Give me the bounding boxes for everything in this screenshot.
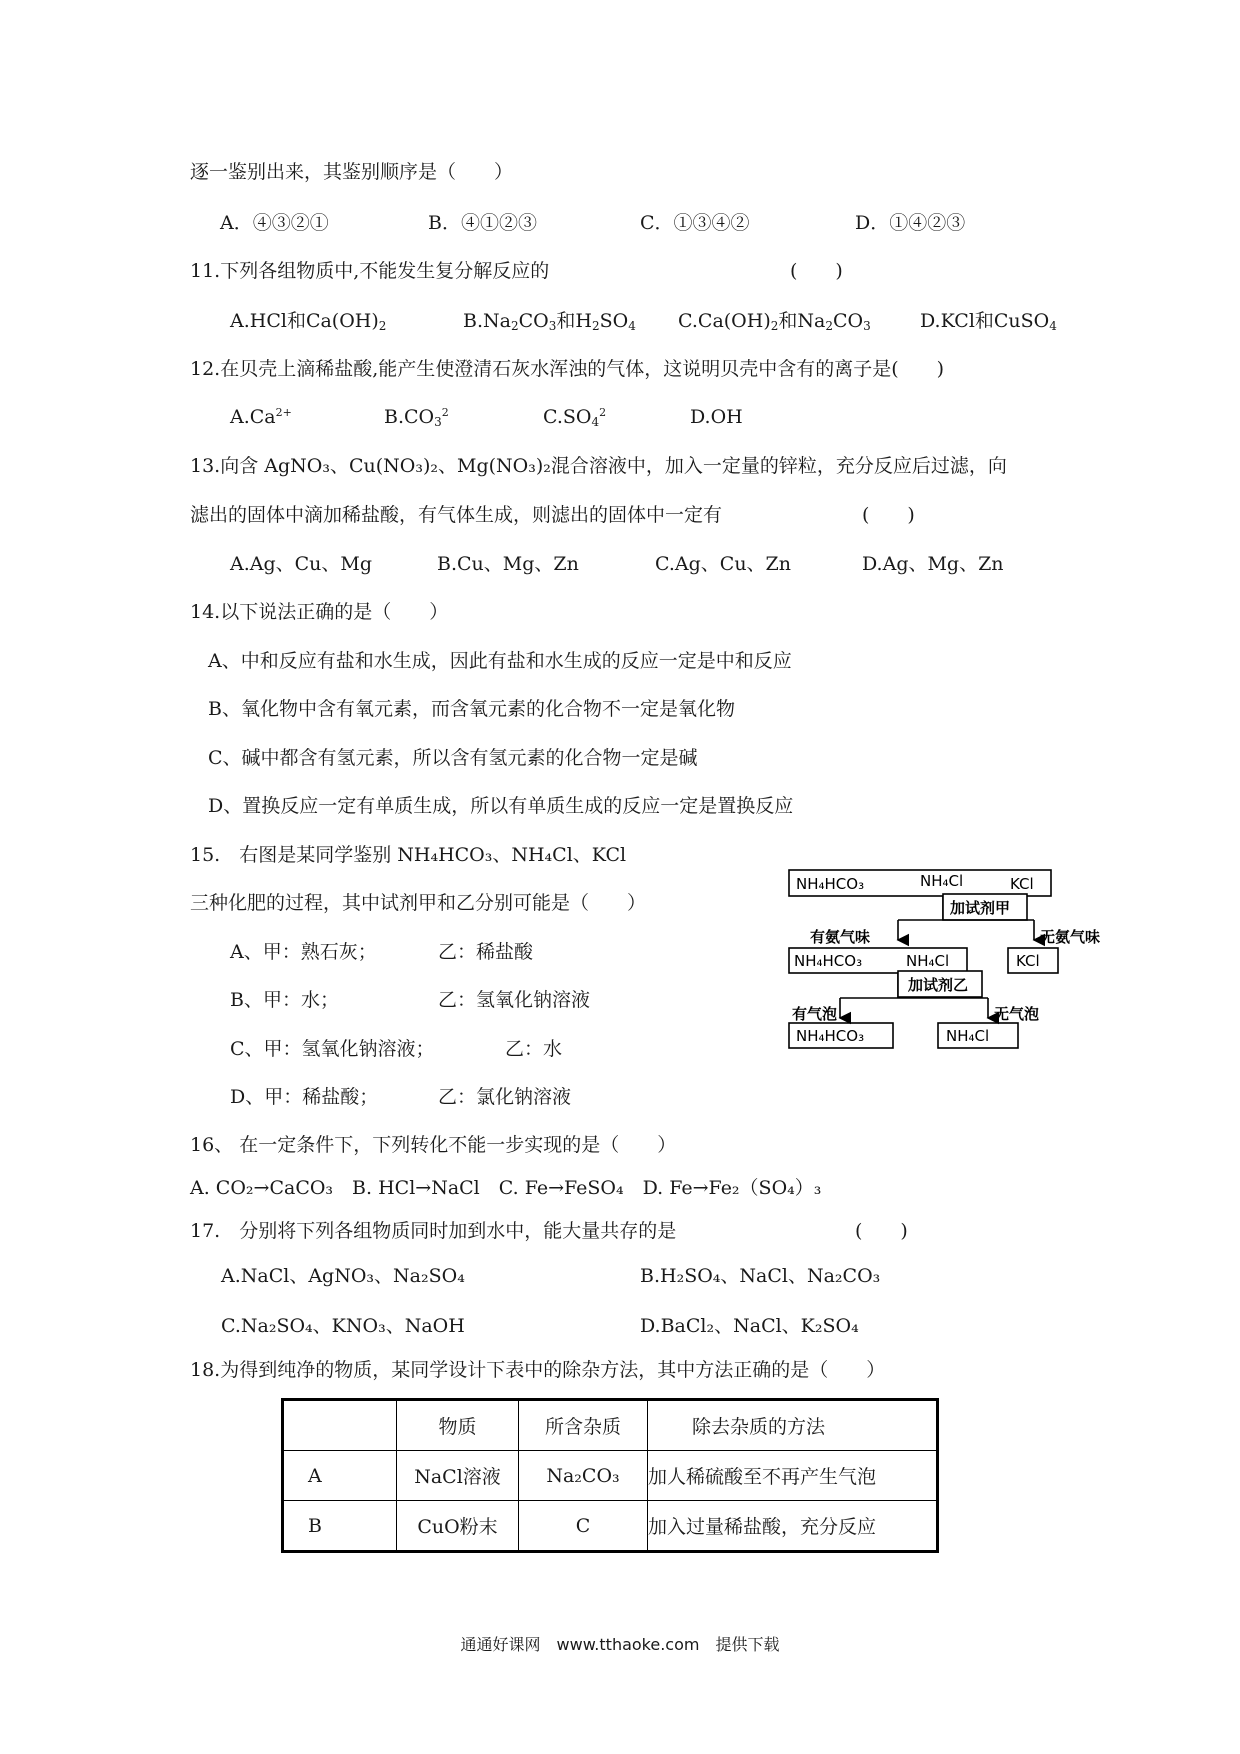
q15-line2: 三种化肥的过程，其中试剂甲和乙分别可能是（ ） [190, 892, 647, 914]
table-cell: 加入过量稀盐酸，充分反应 [648, 1501, 938, 1552]
q10-option-c: C．①③④② [640, 212, 750, 234]
q17-option-c: C.Na₂SO₄、KNO₃、NaOH [221, 1315, 465, 1337]
q18-table [281, 1398, 939, 1553]
mid-box-item-1: NH₄HCO₃ [794, 952, 863, 970]
table-cell: CuO粉末 [397, 1501, 519, 1552]
q13-option-d: D.Ag、Mg、Zn [862, 553, 1004, 575]
q13-paren: ( ) [862, 504, 915, 526]
q12-option-a: $A.Ca^{2+}$ [230, 406, 292, 428]
right2-label: 无气泡 [994, 1005, 1040, 1023]
q15-option-c-yi: 乙：水 [505, 1038, 563, 1060]
q14-option-c: C、碱中都含有氢元素，所以含有氢元素的化合物一定是碱 [208, 747, 698, 769]
q12-stem: 12.在贝壳上滴稀盐酸,能产生使澄清石灰水浑浊的气体，这说明贝壳中含有的离子是( ) [190, 358, 945, 380]
q16-options: A. CO₂→CaCO₃ B. HCl→NaCl C. Fe→FeSO₄ D. Fe→Fe₂（SO₄）₃ [190, 1177, 822, 1199]
q11-option-a: A.HCl和$Ca(OH)_2$ [230, 310, 387, 333]
reagent2-label: 加试剂乙 [908, 976, 969, 994]
table-cell: 加人稀硫酸至不再产生气泡 [648, 1451, 938, 1501]
left1-label: 有氨气味 [810, 928, 871, 946]
table-header-cell: 所含杂质 [519, 1400, 648, 1451]
table-row [283, 1451, 938, 1501]
q10-tail: 逐一鉴别出来，其鉴别顺序是（ ） [190, 161, 514, 183]
table-row [283, 1501, 938, 1552]
q10-option-a: A．④③②① [220, 212, 329, 234]
q11-option-c: $C.Ca(OH)_2$和$Na_2CO_3$ [678, 310, 871, 333]
top-box-item-3: KCl [1010, 875, 1034, 893]
top-box-item-1: NH₄HCO₃ [796, 875, 865, 893]
q12-option-d: D.OH [690, 406, 743, 428]
top-box-item-2: NH₄Cl [920, 872, 964, 890]
q17-option-b: B.H₂SO₄、NaCl、Na₂CO₃ [640, 1265, 881, 1287]
fertilizer-flowchart [788, 868, 1148, 1058]
left2-label: 有气泡 [792, 1005, 838, 1023]
kcl-box-label: KCl [1016, 952, 1040, 970]
table-header-cell: 物质 [397, 1400, 519, 1451]
q14-option-d: D、置换反应一定有单质生成，所以有单质生成的反应一定是置换反应 [208, 795, 794, 817]
q17-paren: ( ) [855, 1220, 908, 1242]
q11-paren: ( ) [790, 260, 843, 282]
q13-option-b: B.Cu、Mg、Zn [437, 553, 579, 575]
mid-box-item-2: NH₄Cl [906, 952, 950, 970]
q18-stem: 18.为得到纯净的物质，某同学设计下表中的除杂方法，其中方法正确的是（ ） [190, 1359, 886, 1381]
table-cell: C [519, 1501, 648, 1552]
q15-line1: 15. 右图是某同学鉴别 NH₄HCO₃、NH₄Cl、KCl [190, 844, 627, 866]
q13-option-c: C.Ag、Cu、Zn [655, 553, 791, 575]
q15-option-b-yi: 乙：氢氧化钠溶液 [438, 989, 591, 1011]
table-header-cell [283, 1400, 397, 1451]
table-header-row [283, 1400, 938, 1451]
q13-option-a: A.Ag、Cu、Mg [230, 553, 373, 575]
q10-option-b: B．④①②③ [428, 212, 537, 234]
q14-stem: 14.以下说法正确的是（ ） [190, 601, 449, 623]
q15-option-b-label: B、甲：水； [230, 989, 339, 1011]
q15-option-a-yi: 乙：稀盐酸 [438, 941, 534, 963]
q13-line2: 滤出的固体中滴加稀盐酸，有气体生成，则滤出的固体中一定有 [190, 504, 723, 526]
right1-label: 无氨气味 [1040, 928, 1101, 946]
q14-option-a: A、中和反应有盐和水生成，因此有盐和水生成的反应一定是中和反应 [208, 650, 792, 672]
table-cell: Na₂CO₃ [519, 1451, 648, 1501]
table-header-cell: 除去杂质的方法 [648, 1400, 938, 1451]
q14-option-b: B、氧化物中含有氧元素，而含氧元素的化合物不一定是氧化物 [208, 698, 735, 720]
q13-line1: 13.向含 AgNO₃、Cu(NO₃)₂、Mg(NO₃)₂混合溶液中，加入一定量的锌粒，充分反应后过滤，向 [190, 455, 1007, 477]
bottom-left-label: NH₄HCO₃ [796, 1027, 865, 1045]
q15-option-a-label: A、甲：熟石灰； [230, 941, 377, 963]
q11-option-b: $B.Na_2CO_3$和$H_2SO_4$ [463, 310, 636, 333]
q12-option-b: $B.CO_3^2$ [384, 406, 449, 429]
q17-option-d: D.BaCl₂、NaCl、K₂SO₄ [640, 1315, 859, 1337]
table-cell: B [283, 1501, 397, 1552]
page-footer: 通通好课网 www.tthaoke.com 提供下载 [460, 1635, 780, 1654]
table-cell: NaCl溶液 [397, 1451, 519, 1501]
q17-stem: 17. 分别将下列各组物质同时加到水中，能大量共存的是 [190, 1220, 677, 1242]
table-cell: A [283, 1451, 397, 1501]
q11-stem: 11.下列各组物质中,不能发生复分解反应的 [190, 260, 550, 282]
q12-option-c: $C.SO_4^2$ [543, 406, 607, 429]
bottom-right-label: NH₄Cl [946, 1027, 990, 1045]
q16-stem: 16、 在一定条件下，下列转化不能一步实现的是（ ） [190, 1134, 677, 1156]
reagent1-label: 加试剂甲 [950, 899, 1011, 917]
q17-option-a: A.NaCl、AgNO₃、Na₂SO₄ [221, 1265, 465, 1287]
q15-option-d-label: D、甲：稀盐酸； [230, 1086, 379, 1108]
q11-option-d: D.KCl和CuSO$_4$ [920, 310, 1057, 333]
q15-option-d-yi: 乙：氯化钠溶液 [438, 1086, 572, 1108]
q15-option-c-label: C、甲：氢氧化钠溶液； [230, 1038, 435, 1060]
q10-option-d: D．①④②③ [855, 212, 966, 234]
